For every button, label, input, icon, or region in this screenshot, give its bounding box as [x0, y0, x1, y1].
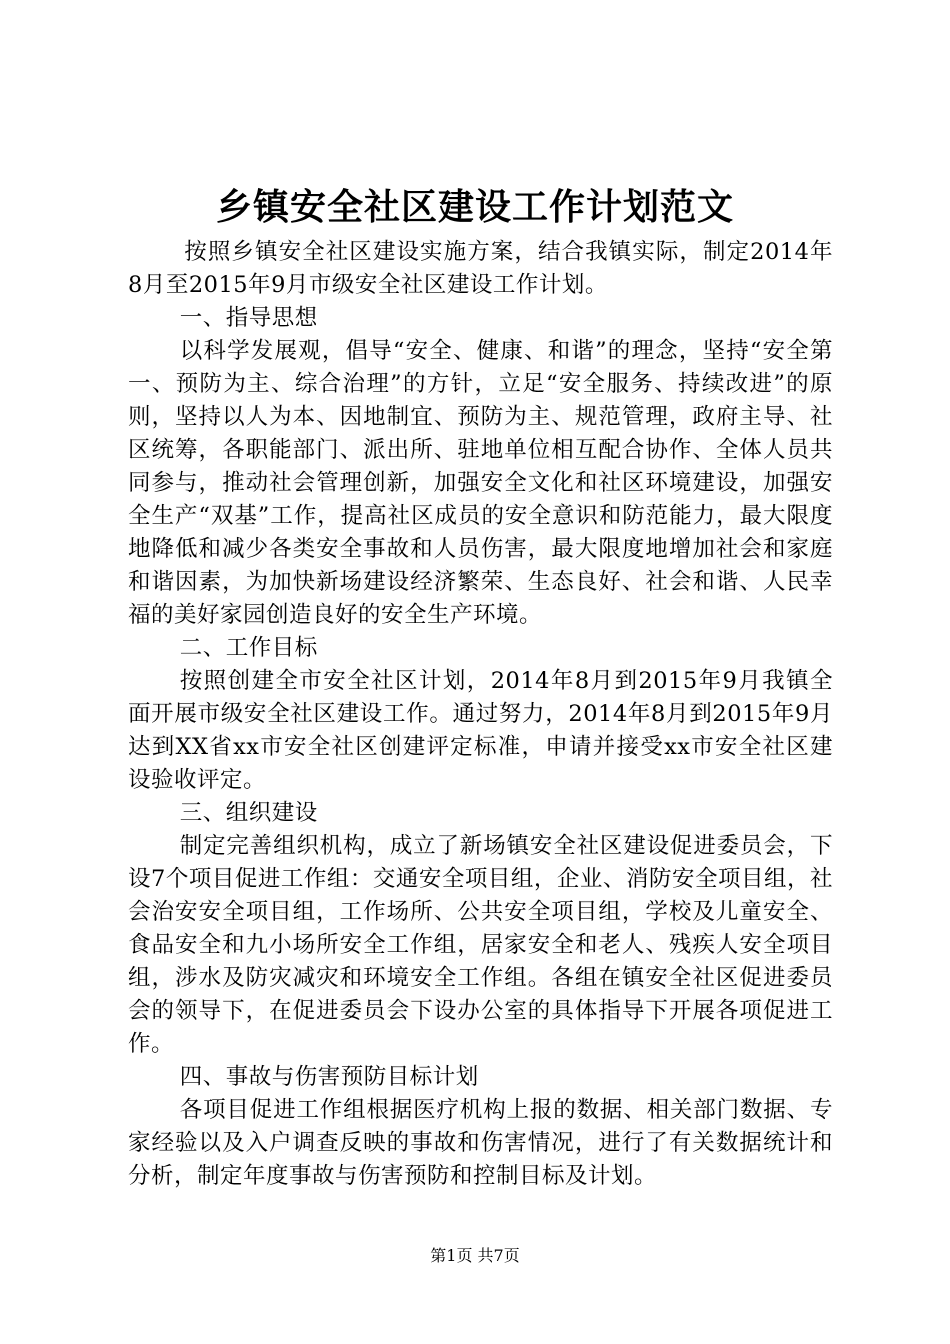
section-text-guiding-ideology: 以科学发展观，倡导“安全、健康、和谐”的理念，坚持“安全第一、预防为主、综合治理”的方针，立足“安全服务、持续改进”的原则，坚持以人为本、因地制宜、预防为主、规范管理，政府主导、社区统筹，各职能部门、派出所、驻地单位相互配合协作、全体人员共同参与，推动社会管理创新，加强安全文化和社区环境建设，加强安全生产“双基”工作，提高社区成员的安全意识和防范能力，最大限度地降低和减少各类安全事故和人员伤害，最大限度地增加社会和家庭和谐因素，为加快新场建设经济繁荣、生态良好、社会和谐、人民幸福的美好家园创造良好的安全生产环境。	[128, 338, 833, 628]
section-heading-work-goals: 二、工作目标	[179, 635, 318, 661]
section-text-work-goals: 按照创建全市安全社区计划，2014年8月到2015年9月我镇全面开展市级安全社区建设工作。通过努力，2014年8月到2015年9月达到XX省xx市安全社区创建评定标准，申请并接受xx市安全社区建设验收评定。	[128, 668, 833, 793]
document-body	[128, 236, 833, 1193]
section-text-prevention-plan: 各项目促进工作组根据医疗机构上报的数据、相关部门数据、专家经验以及入户调查反映的事故和伤害情况，进行了有关数据统计和分析，制定年度事故与伤害预防和控制目标及计划。	[128, 1097, 833, 1189]
intro-paragraph: 按照乡镇安全社区建设实施方案，结合我镇实际，制定2014年8月至2015年9月市级安全社区建设工作计划。	[128, 239, 833, 298]
page-footer: 第1页 共7页	[430, 1246, 520, 1265]
section-heading-guiding-ideology: 一、指导思想	[179, 305, 318, 331]
section-text-organization: 制定完善组织机构，成立了新场镇安全社区建设促进委员会，下设7个项目促进工作组：交通安全项目组，企业、消防安全项目组，社会治安安全项目组，工作场所、公共安全项目组，学校及儿童安全、食品安全和九小场所安全工作组，居家安全和老人、残疾人安全项目组，涉水及防灾减灾和环境安全工作组。各组在镇安全社区促进委员会的领导下，在促进委员会下设办公室的具体指导下开展各项促进工作。	[128, 833, 833, 1057]
document-title: 乡镇安全社区建设工作计划范文	[215, 186, 734, 228]
section-heading-organization: 三、组织建设	[179, 800, 318, 826]
section-heading-prevention-plan: 四、事故与伤害预防目标计划	[179, 1064, 479, 1090]
